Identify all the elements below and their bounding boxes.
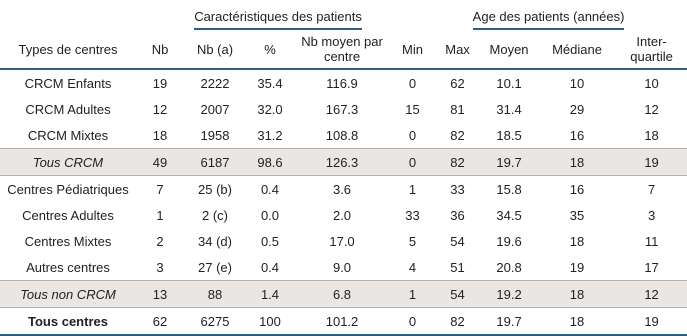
table-row [0,149,687,176]
table-row [0,202,687,228]
group-header-ages: Age des patients (années) [390,0,687,30]
row-label: Centres Pédiatriques [7,181,129,197]
table-cell: 3.6 [332,181,352,197]
column-header: % [246,30,294,69]
table-cell: 17.0 [329,233,355,249]
table-cell: 16 [569,181,585,197]
table-cell: 18 [538,281,616,308]
table-cell: 35.4 [257,75,283,91]
table-cell: 18 [538,308,616,336]
table-cell: 36 [450,207,465,223]
table-cell: 82 [435,308,480,336]
table-cell: 54 [435,281,480,308]
table-cell: 54 [450,233,465,249]
table-cell: 0 [390,308,435,336]
table-cell: 19 [616,308,687,336]
column-header: Moyen [480,30,538,69]
table-cell: 19.7 [480,149,538,176]
row-label: Tous centres [0,308,136,336]
table-cell: 0.5 [260,233,280,249]
table-cell: 1 [156,207,164,223]
table-cell: 3 [156,259,164,275]
table-cell: 18 [569,233,585,249]
table-cell: 15 [405,101,420,117]
table-cell: 108.8 [325,127,359,143]
column-header: Inter-quartile [616,30,687,69]
table-cell: 2.0 [332,207,352,223]
table-cell: 0 [408,127,417,143]
table-cell: 19 [569,259,585,275]
table-cell: 12 [616,281,687,308]
table-row [0,176,687,203]
table-cell: 7 [647,181,656,197]
table-cell: 0.0 [260,207,280,223]
table-row [0,308,687,336]
column-header: Min [390,30,435,69]
table-cell: 12 [644,101,659,117]
table-cell: 6275 [184,308,246,336]
table-cell: 20.8 [496,259,522,275]
table-cell: 27 (e) [198,259,232,275]
table-cell: 34 (d) [198,233,232,249]
row-label: Tous non CRCM [0,281,136,308]
table-cell: 2222 [200,75,230,91]
table-cell: 5 [408,233,417,249]
table-cell: 18 [538,149,616,176]
table-cell: 88 [184,281,246,308]
table-cell: 32.0 [257,101,283,117]
table-row [0,69,687,96]
table-cell: 81 [450,101,465,117]
table-cell: 2 [156,233,164,249]
table-cell: 0.4 [260,181,280,197]
table-row [0,96,687,122]
table-cell: 4 [408,259,417,275]
table-row [0,228,687,254]
table-cell: 19 [616,149,687,176]
table-cell: 49 [136,149,184,176]
row-label: Tous CRCM [0,149,136,176]
table-cell: 51 [450,259,465,275]
table-cell: 13 [136,281,184,308]
table-cell: 1.4 [246,281,294,308]
table-cell: 18.5 [496,127,522,143]
table-cell: 7 [156,181,164,197]
table-cell: 11 [644,233,659,249]
row-label: Autres centres [26,259,110,275]
table-row [0,254,687,281]
table-row [0,281,687,308]
table-cell: 1 [390,281,435,308]
table-cell: 34.5 [496,207,522,223]
table-cell: 19.6 [496,233,522,249]
column-header: Nb moyen par centre [294,30,390,69]
table-cell: 0 [408,75,417,91]
row-label: Centres Mixtes [24,233,112,249]
column-header: Max [435,30,480,69]
table-cell: 31.2 [257,127,283,143]
column-header: Types de centres [0,30,136,69]
table-cell: 6187 [184,149,246,176]
table-cell: 29 [569,101,585,117]
group-header-row [0,0,687,30]
table-cell: 0 [390,149,435,176]
table-cell: 100 [246,308,294,336]
row-label: Centres Adultes [22,207,114,223]
table-cell: 101.2 [294,308,390,336]
table-cell: 19.2 [480,281,538,308]
table-cell: 9.0 [332,259,352,275]
table-cell: 82 [450,127,465,143]
table-cell: 62 [450,75,465,91]
table-cell: 16 [569,127,585,143]
table-cell: 35 [569,207,585,223]
table-cell: 12 [152,101,168,117]
table-cell: 15.8 [496,181,522,197]
table-cell: 31.4 [496,101,522,117]
table-cell: 1958 [200,127,230,143]
table-cell: 98.6 [246,149,294,176]
group-header-patients: Caractéristiques des patients [184,0,390,30]
table-cell: 62 [136,308,184,336]
table-cell: 33 [405,207,420,223]
table-cell: 126.3 [294,149,390,176]
table-cell: 19 [152,75,168,91]
table-cell: 10 [644,75,659,91]
table-cell: 18 [152,127,168,143]
column-header-row [0,30,687,69]
table-row [0,122,687,149]
table-cell: 10.1 [496,75,522,91]
table-cell: 2007 [200,101,230,117]
column-header: Nb (a) [184,30,246,69]
column-header: Médiane [538,30,616,69]
table-cell: 18 [644,127,659,143]
row-label: CRCM Adultes [25,101,111,117]
table-cell: 0.4 [260,259,280,275]
table-cell: 6.8 [294,281,390,308]
row-label: CRCM Enfants [24,75,112,91]
table-cell: 116.9 [326,75,358,91]
table-cell: 10 [569,75,585,91]
table-cell: 2 (c) [202,207,228,223]
row-label: CRCM Mixtes [27,127,109,143]
table-cell: 19.7 [480,308,538,336]
table-cell: 17 [644,259,659,275]
table-cell: 3 [647,207,656,223]
table-cell: 1 [408,181,417,197]
table-cell: 25 (b) [198,181,232,197]
table-cell: 33 [450,181,465,197]
table-cell: 167.3 [325,101,359,117]
table-cell: 82 [435,149,480,176]
column-header: Nb [136,30,184,69]
